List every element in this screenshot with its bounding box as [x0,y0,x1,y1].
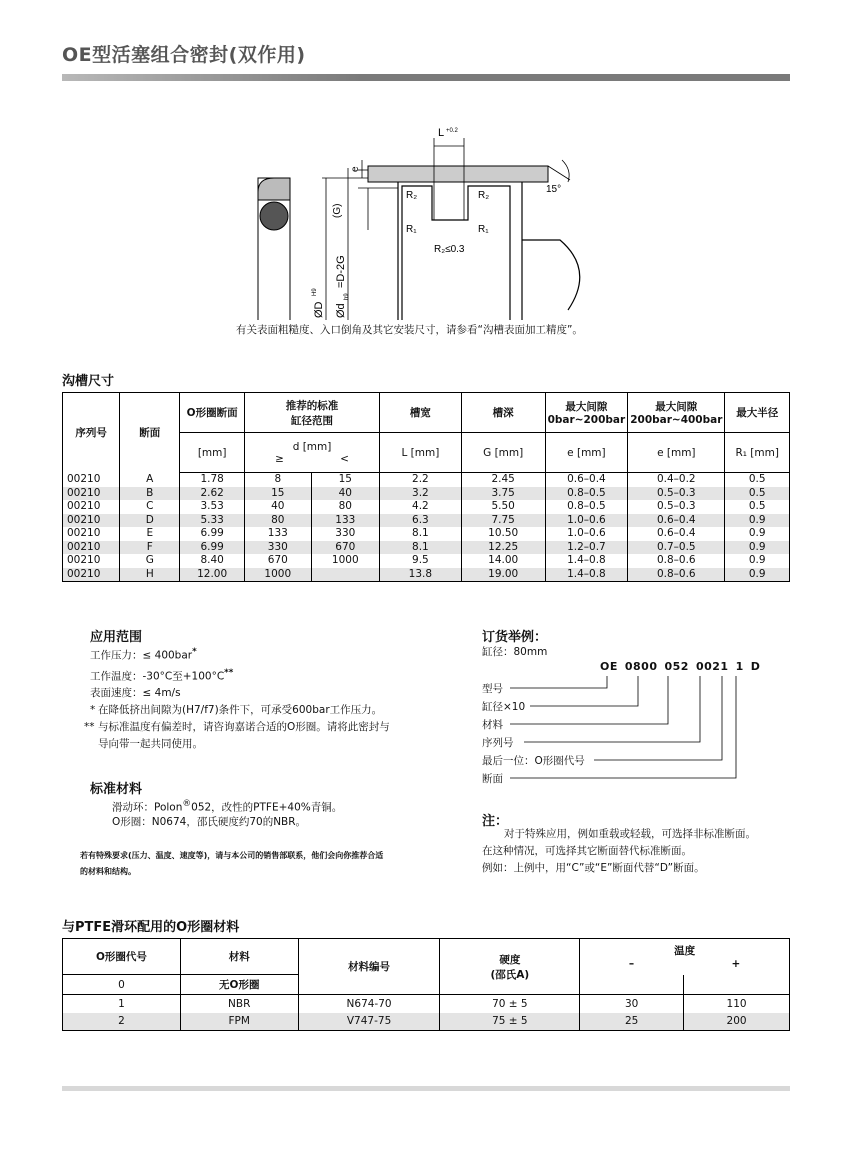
application-pressure: 工作压力：≤ 400bar [90,649,193,662]
code-part: OE [600,660,618,673]
header-oring: O形圈断面 [180,393,245,433]
table-cell: 0.5 [725,487,790,501]
table-cell: 15 [245,487,312,501]
oring-cell: FPM [180,1013,298,1031]
order-label: 材料 [482,719,503,731]
footer-bar [62,1086,790,1091]
header-width: 槽宽 [380,393,462,433]
table-cell: F [120,541,180,555]
oring-cell: NBR [180,995,298,1013]
table-row [63,568,790,582]
table-cell: 1.78 [180,473,245,487]
title-underline-gradient [62,74,362,81]
svg-text:h9: h9 [344,293,350,300]
oring-cell: 无O形圈 [180,975,298,995]
oring-header-material: 材料 [180,939,298,975]
note-title: 注： [482,814,509,829]
unit-bore-title: d [mm] [292,440,332,453]
order-title: 订货举例： [482,630,548,645]
table-cell: 40 [245,500,312,514]
table-cell: 2.2 [380,473,462,487]
oring-header-temperature: 温度 – + [580,939,790,975]
page-title: OE型活塞组合密封(双作用) [62,44,306,66]
svg-text:e: e [350,166,361,172]
table-cell: 0.5 [725,500,790,514]
seal-diagram [250,120,590,320]
table-cell: 6.99 [180,541,245,555]
table-cell: 0.9 [725,514,790,528]
table-cell: 13.8 [380,568,462,582]
table-cell: 80 [245,514,312,528]
materials-oring: O形圈：N0674，邵氏硬度约70的NBR。 [112,816,307,828]
svg-text:R₂≤0.3: R₂≤0.3 [434,244,465,255]
diagram-caption: 有关表面粗糙度、入口倒角及其它安装尺寸，请参看“沟槽表面加工精度”。 [236,324,583,336]
order-bore: 缸径：80mm [482,646,548,658]
unit-width: L [mm] [380,433,462,473]
table-cell: 0.8–0.6 [628,554,725,568]
table-cell: 0.9 [725,554,790,568]
table-cell: 8 [245,473,312,487]
table-cell: 1.0–0.6 [545,514,628,528]
svg-text:H9: H9 [312,288,318,296]
table-cell: 0.6–0.4 [628,514,725,528]
application-note2: 与标准温度有偏差时，请咨询嘉诺合适的O形圈。请将此密封与导向带一起共同使用。 [98,721,390,750]
svg-text:R₂: R₂ [478,190,490,201]
header-bore: 推荐的标准 缸径范围 [245,393,380,433]
table-cell: 0.9 [725,568,790,582]
header-gap1: 最大间隙 0bar~200bar [545,393,628,433]
code-part: 0021 [695,660,729,673]
table-row [63,473,790,487]
table-cell: 133 [311,514,379,528]
order-label: 缸径×10 [482,701,526,713]
materials-notice: 若有特殊要求(压力、温度、速度等)，请与本公司的销售部联系，他们会向你推荐合适的材料和结构。 [80,851,384,876]
oring-cell: 110 [684,995,790,1013]
unit-radius: R₁ [mm] [725,433,790,473]
table-row [63,500,790,514]
unit-gap1: e [mm] [545,433,628,473]
oring-cell: 70 ± 5 [440,995,580,1013]
svg-text:15°: 15° [546,184,562,195]
table-cell: 9.5 [380,554,462,568]
table-cell: 10.50 [461,527,545,541]
svg-text:R₁: R₁ [406,224,417,235]
table-cell: 8.1 [380,527,462,541]
oring-cell: 25 [580,1013,684,1031]
order-label: 型号 [482,683,503,695]
table-cell: 0.8–0.5 [545,487,628,501]
svg-text:=D-2G: =D-2G [335,255,347,288]
table-cell: 3.2 [380,487,462,501]
oring-cell: 30 [580,995,684,1013]
materials-slide-ring: 滑动环：Polon®052，改性的PTFE+40%青铜。 [112,799,343,814]
svg-text:R₂: R₂ [406,190,418,201]
order-label: 断面 [482,773,503,785]
unit-bore-lt: < [340,452,349,465]
application-speed: 表面速度：≤ 4m/s [90,687,181,699]
groove-table [62,392,790,582]
oring-header-code: O形圈代号 [63,939,181,975]
table-cell: 3.53 [180,500,245,514]
unit-gap2: e [mm] [628,433,725,473]
table-cell: 14.00 [461,554,545,568]
oring-cell: 2 [63,1013,181,1031]
table-cell: H [120,568,180,582]
table-cell: 6.3 [380,514,462,528]
table-cell: 8.40 [180,554,245,568]
order-labels [482,680,585,788]
seal-cross-section [258,178,290,320]
header-section: 断面 [120,393,180,473]
oring-cell: 75 ± 5 [440,1013,580,1031]
code-part: 0800 [624,660,658,673]
table-cell: 8.1 [380,541,462,555]
table-row [63,487,790,501]
table-cell: 0.9 [725,541,790,555]
table-cell: 40 [311,487,379,501]
table-cell: 1.2–0.7 [545,541,628,555]
table-cell: 0.6–0.4 [628,527,725,541]
table-cell: 00210 [63,500,120,514]
svg-text:(G): (G) [332,203,343,218]
table-cell: 0.5–0.3 [628,500,725,514]
table-cell: 12.25 [461,541,545,555]
table-row [63,514,790,528]
table-cell: 330 [245,541,312,555]
oring-cell: 0 [63,975,181,995]
table-row [63,527,790,541]
oring-header-hardness: 硬度 (邵氏A) [440,939,580,995]
table-cell: 0.5–0.3 [628,487,725,501]
code-part: 052 [664,660,689,673]
table-cell: 80 [311,500,379,514]
table-cell: 3.75 [461,487,545,501]
oring-cell: 200 [684,1013,790,1031]
order-label: 最后一位：O形圈代号 [482,755,585,767]
table-cell: 0.6–0.4 [545,473,628,487]
table-cell: 12.00 [180,568,245,582]
table-cell: 0.7–0.5 [628,541,725,555]
table-cell: 00210 [63,514,120,528]
unit-oring: [mm] [180,433,245,473]
table-cell: 1000 [311,554,379,568]
table-cell: 0.4–0.2 [628,473,725,487]
table-cell: 15 [311,473,379,487]
table-cell: 00210 [63,487,120,501]
table-cell: A [120,473,180,487]
oring-table [62,938,790,1031]
oring-header-material-no: 材料编号 [298,939,440,995]
table-cell: 0.5 [725,473,790,487]
table-cell: 4.2 [380,500,462,514]
order-label: 序列号 [482,737,514,749]
note-block: 对于特殊应用，例如重载或轻载，可选择非标准断面。 在这种情况，可选择其它断面替代标准断面。 例如：上例中，用“C”或“E”断面代替“D”断面。 [482,828,756,874]
svg-text:ØD: ØD [313,301,325,318]
label-L: L [438,127,445,139]
application-title: 应用范围 [90,630,143,645]
header-radius: 最大半径 [725,393,790,433]
table-cell: 00210 [63,541,120,555]
application-temperature: 工作温度：-30°C至+100°C [90,670,225,682]
header-series: 序列号 [63,393,120,473]
table-cell: 1.4–0.8 [545,568,628,582]
table-cell: 133 [245,527,312,541]
table-cell: 19.00 [461,568,545,582]
unit-bore [245,433,380,473]
table-cell: 00210 [63,473,120,487]
svg-text:Ød: Ød [335,303,347,318]
oring-cell: V747-75 [298,1013,440,1031]
table-cell: 670 [245,554,312,568]
oring-section-title: 与PTFE滑环配用的O形圈材料 [62,920,240,935]
table-cell: 2.45 [461,473,545,487]
table-cell: 0.9 [725,527,790,541]
table-cell: 00210 [63,568,120,582]
code-part: 1 [735,660,744,673]
application-block: 工作压力：≤ 400bar* 工作温度：-30°C至+100°C** 表面速度：≤ 4m/s * 在降低挤出间隙为(H7/f7)条件下，可承受600bar工作压力。 ** 与标准温度有偏差时，请咨询嘉诺合适的O形圈。请将此密封与导向带一起共同使用。 [90,644,390,753]
table-row [63,541,790,555]
table-cell: G [120,554,180,568]
unit-bore-ge: ≥ [275,452,284,465]
groove-section-title: 沟槽尺寸 [62,374,115,389]
table-cell: 00210 [63,527,120,541]
application-note1: 在降低挤出间隙为(H7/f7)条件下，可承受600bar工作压力。 [98,704,383,716]
table-cell: B [120,487,180,501]
table-cell [311,568,379,582]
header-depth: 槽深 [461,393,545,433]
table-cell: 5.50 [461,500,545,514]
unit-depth: G [mm] [461,433,545,473]
table-cell: 0.8–0.5 [545,500,628,514]
svg-text:R₁: R₁ [478,224,489,235]
table-cell: 1000 [245,568,312,582]
table-cell: E [120,527,180,541]
table-cell: 1.0–0.6 [545,527,628,541]
table-cell: 0.8–0.6 [628,568,725,582]
table-cell: 2.62 [180,487,245,501]
table-cell: 6.99 [180,527,245,541]
svg-text:+0.2: +0.2 [446,128,458,134]
table-cell: D [120,514,180,528]
oring-cell: N674-70 [298,995,440,1013]
materials-title: 标准材料 [90,782,143,797]
table-cell: 7.75 [461,514,545,528]
table-row [63,554,790,568]
table-cell: 330 [311,527,379,541]
header-gap2: 最大间隙 200bar~400bar [628,393,725,433]
oring-cell: 1 [63,995,181,1013]
table-cell: 5.33 [180,514,245,528]
table-cell: 00210 [63,554,120,568]
table-cell: 1.4–0.8 [545,554,628,568]
table-cell: 670 [311,541,379,555]
table-cell: C [120,500,180,514]
code-part: D [750,660,761,673]
